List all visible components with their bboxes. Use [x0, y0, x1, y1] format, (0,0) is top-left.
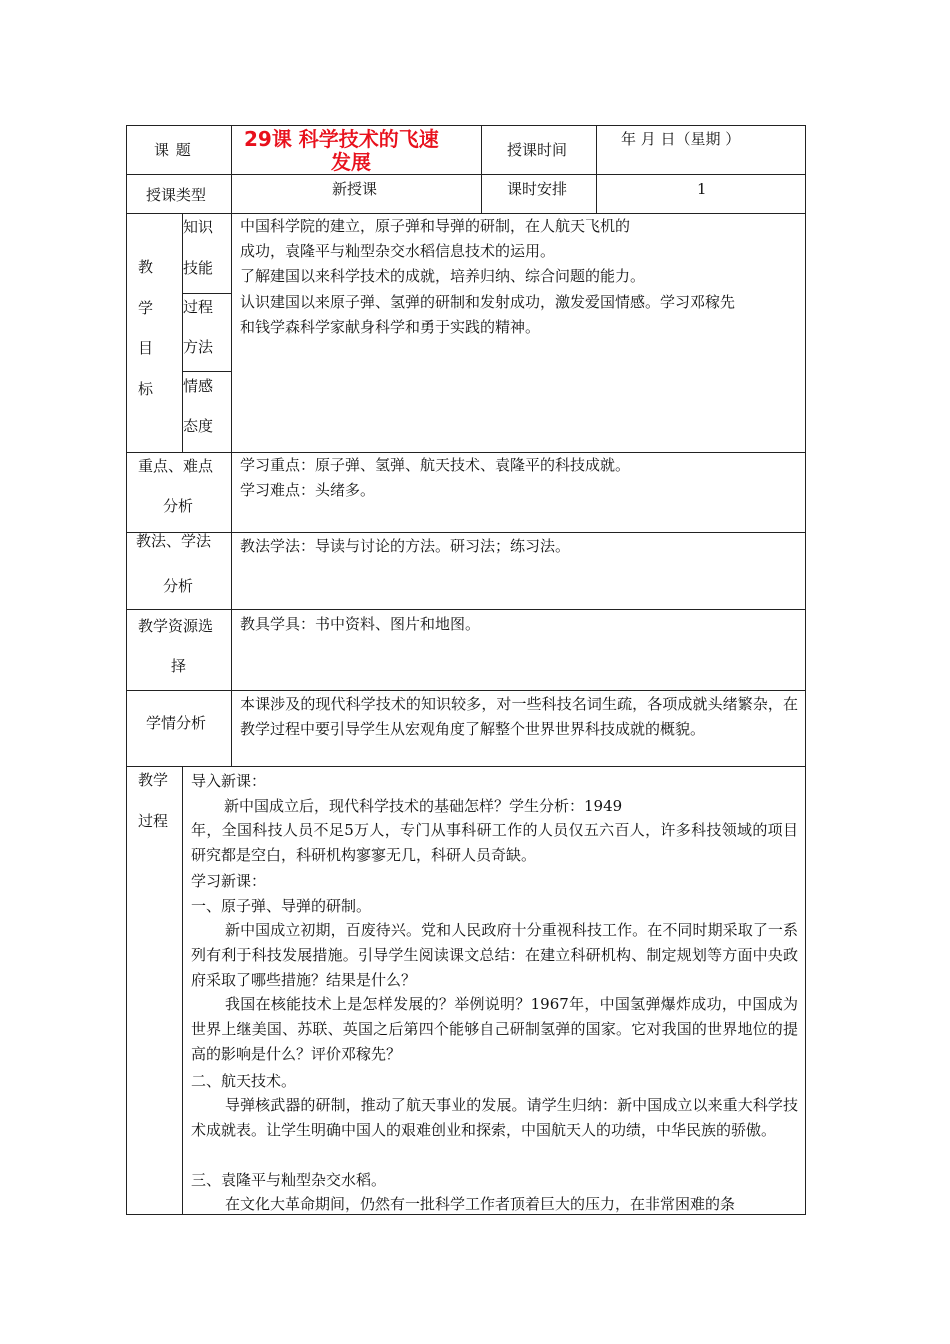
- intro-first-line: 新中国成立后，现代科学技术的基础怎样？学生分析：1949: [224, 797, 623, 815]
- table-border-top: [126, 125, 806, 126]
- section-heading: 一、原子弹、导弹的研制。: [191, 897, 372, 915]
- lesson-title-line2: 发展: [331, 150, 371, 174]
- section-paragraph: 导弹核武器的研制，推动了航天事业的发展。请学生归纳：新中国成立以来重大科学技术成就表。让学生明确中国人的艰难创业和探索，中国航天人的功绩，中华民族的骄傲。: [191, 1096, 798, 1139]
- section-paragraph: 我国在核能技术上是怎样发展的？举例说明？1967年，中国氢弹爆炸成功，中国成为世界上继美国、苏联、英国之后第四个能够自己研制氢弹的国家。它对我国的世界地位的提高的影响是什么？评价邓稼先？: [191, 995, 798, 1063]
- students-text: 本课涉及的现代科学技术的知识较多，对一些科技名词生疏，各项成就头绪繁杂，在教学过程中要引导学生从宏观角度了解整个世界世界科技成就的概貌。: [240, 695, 798, 738]
- label-column-divider: [231, 125, 232, 767]
- process-column-divider: [182, 766, 183, 1215]
- hours-label: 课时安排: [507, 180, 568, 198]
- type-label: 授课类型: [146, 186, 207, 204]
- type-value: 新授课: [332, 180, 378, 198]
- objective-line: 成功，袁隆平与籼型杂交水稻信息技术的运用。: [240, 242, 556, 260]
- sub-row-divider: [182, 371, 231, 372]
- row-divider: [126, 452, 806, 453]
- emotion-attitude-label: 情感: [183, 377, 214, 395]
- knowledge-label: 知识: [183, 218, 214, 236]
- objectives-label-char: 标: [138, 380, 154, 398]
- resources-label: 择: [171, 657, 187, 675]
- sub-row-divider: [182, 293, 231, 294]
- hours-value: 1: [697, 180, 707, 198]
- methods-label: 分析: [163, 577, 194, 595]
- methods-text: 教法学法：导读与讨论的方法。研习法；练习法。: [240, 537, 571, 555]
- time-value: 年 月 日（星期 ）: [621, 130, 741, 148]
- process-label: 过程: [138, 812, 169, 830]
- row-divider: [126, 609, 806, 610]
- objective-line: 认识建国以来原子弹、氢弹的研制和发射成功，激发爱国情感。学习邓稼先: [240, 293, 736, 311]
- keypoints-focus: 学习重点：原子弹、氢弹、航天技术、袁隆平的科技成就。: [240, 456, 631, 474]
- objectives-label-char: 教: [138, 258, 154, 276]
- table-border-left: [126, 125, 127, 1215]
- resources-text: 教具学具：书中资料、图片和地图。: [240, 615, 481, 633]
- new-lesson-heading: 学习新课：: [191, 872, 267, 890]
- keypoints-difficulty: 学习难点：头绪多。: [240, 481, 376, 499]
- objective-line: 了解建国以来科学技术的成就，培养归纳、综合问题的能力。: [240, 267, 646, 285]
- keypoints-label: 重点、难点: [138, 457, 214, 475]
- section-heading: 三、袁隆平与籼型杂交水稻。: [191, 1171, 387, 1189]
- objectives-label-char: 学: [138, 299, 154, 317]
- keypoints-label: 分析: [163, 497, 194, 515]
- row-divider: [126, 690, 806, 691]
- intro-paragraph: 年，全国科技人员不足5万人，专门从事科研工作的人员仅五六百人，许多科技领域的项目研究都是空白，科研机构寥寥无几，科研人员奇缺。: [191, 821, 798, 864]
- process-method-label: 过程: [183, 298, 214, 316]
- objective-line: 中国科学院的建立，原子弹和导弹的研制，在人航天飞机的: [240, 217, 631, 235]
- table-border-right: [805, 125, 806, 1215]
- students-label: 学情分析: [146, 714, 207, 732]
- lesson-title-line1: 29课 科学技术的飞速: [244, 127, 439, 151]
- resources-label: 教学资源选: [138, 617, 214, 635]
- header-column-divider: [481, 125, 482, 214]
- section-paragraph: 在文化大革命期间，仍然有一批科学工作者顶着巨大的压力，在非常困难的条: [225, 1195, 736, 1213]
- methods-label: 教法、学法: [136, 532, 212, 550]
- row-divider: [126, 213, 806, 214]
- section-heading: 二、航天技术。: [191, 1072, 297, 1090]
- row-divider: [126, 766, 806, 767]
- objectives-label-char: 目: [138, 339, 154, 357]
- emotion-attitude-label: 态度: [183, 417, 214, 435]
- time-label: 授课时间: [507, 141, 568, 159]
- objective-line: 和钱学森科学家献身科学和勇于实践的精神。: [240, 318, 541, 336]
- topic-label: 课 题: [154, 141, 192, 159]
- process-method-label: 方法: [183, 338, 214, 356]
- row-divider: [126, 532, 806, 533]
- knowledge-label: 技能: [183, 259, 214, 277]
- row-divider: [126, 174, 806, 175]
- section-paragraph: 新中国成立初期，百废待兴。党和人民政府十分重视科技工作。在不同时期采取了一系列有利于科技发展措施。引导学生阅读课文总结：在建立科研机构、制定规划等方面中央政府采取了哪些措施？结果是什么？: [191, 921, 798, 989]
- process-label: 教学: [138, 771, 169, 789]
- header-column-divider: [596, 125, 597, 214]
- intro-heading: 导入新课：: [191, 772, 267, 790]
